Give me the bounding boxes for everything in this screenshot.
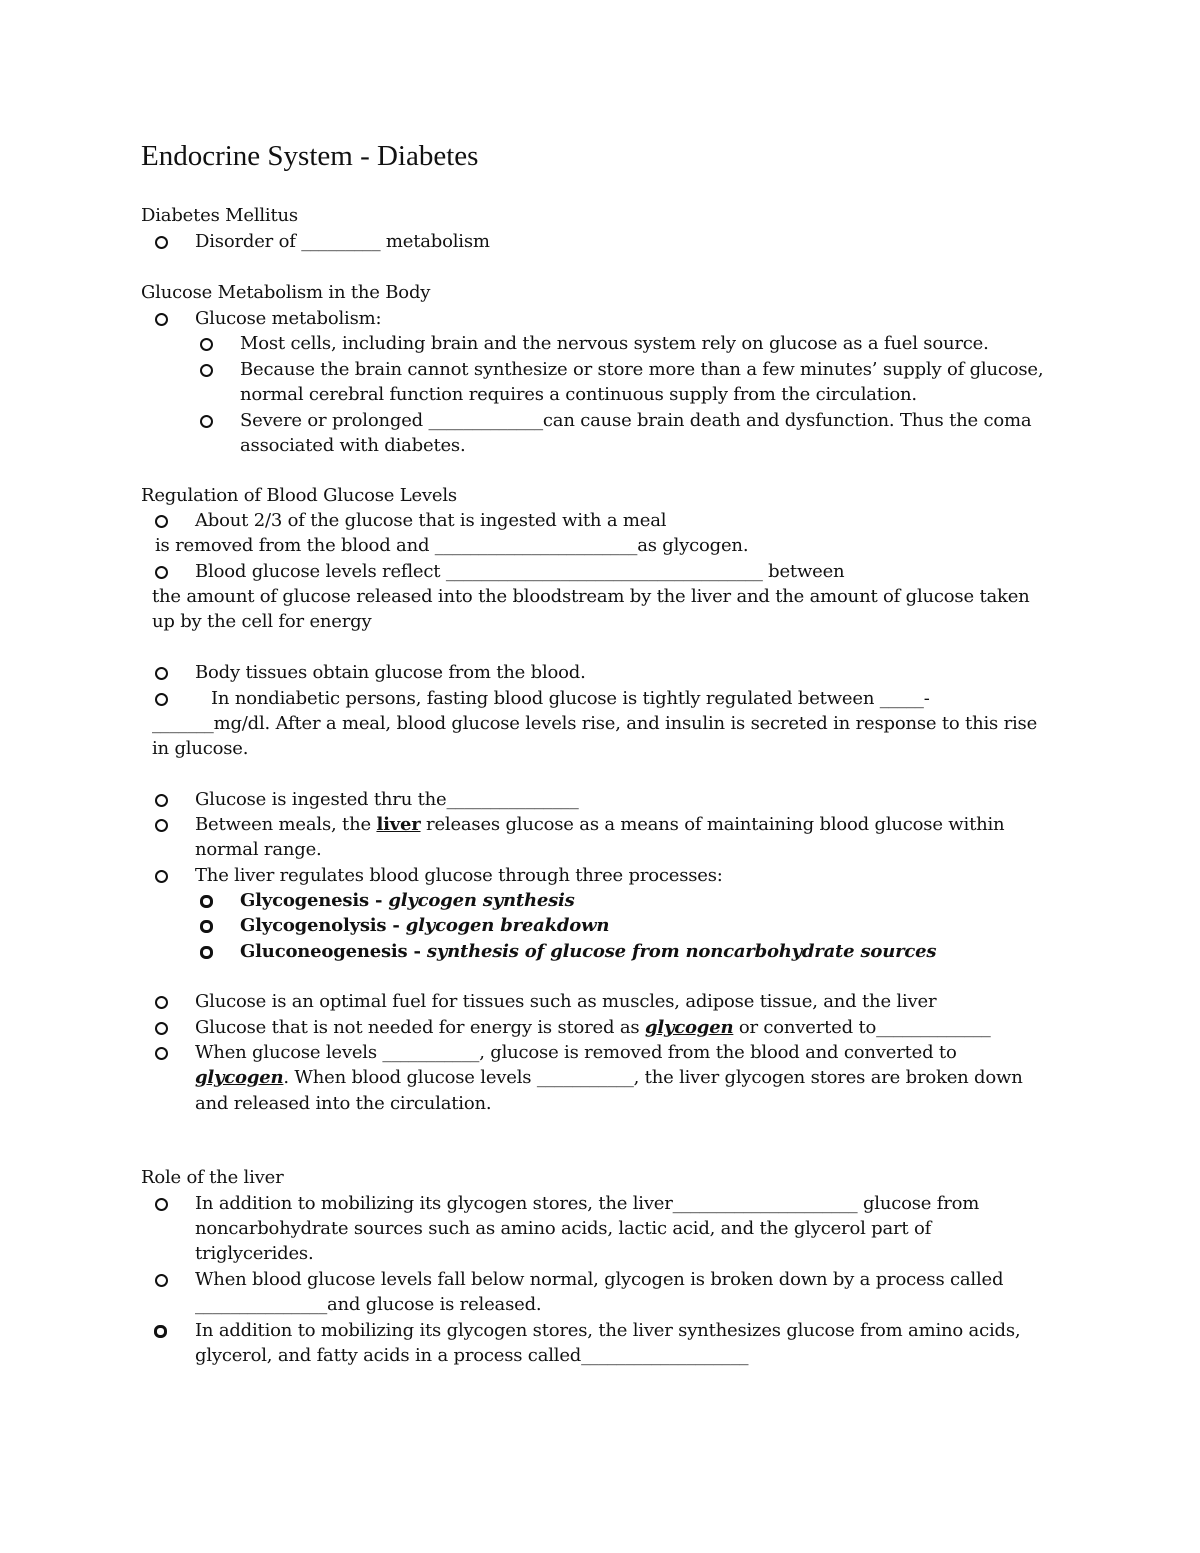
section-heading-glucose-metabolism: Glucose Metabolism in the Body <box>141 282 431 303</box>
bullet-text: About 2/3 of the glucose that is ingested with a meal <box>195 510 667 531</box>
circle-bullet-icon <box>200 946 213 959</box>
bullet-text: In addition to mobilizing its glycogen stores, the liver synthesizes glucose from amino acids, <box>195 1320 1021 1341</box>
bullet-text-part: releases glucose as a means of maintaining blood glucose within <box>420 814 1005 835</box>
bullet-text-part: Glucose that is not needed for energy is stored as <box>195 1017 645 1038</box>
emphasis-glycogen: glycogen <box>644 1017 734 1038</box>
bullet-text: Disorder of _________ metabolism <box>195 231 490 252</box>
bullet-text: When glucose levels ___________, glucose is removed from the blood and converted to <box>195 1042 957 1063</box>
bullet-text-part: or converted to_____________ <box>733 1017 991 1038</box>
bullet-text: Glucose is ingested thru the_______________ <box>195 789 579 810</box>
circle-bullet-icon <box>155 794 168 807</box>
bullet-text <box>195 1018 991 1038</box>
page-title: Endocrine System - Diabetes <box>141 140 479 172</box>
bullet-text-part: Between meals, the <box>195 814 377 835</box>
section-heading-role-of-liver: Role of the liver <box>141 1167 284 1188</box>
circle-bullet-icon <box>155 313 168 326</box>
bullet-text: Glucose metabolism: <box>195 308 382 329</box>
process-term: Glycogenesis - <box>240 890 389 911</box>
process-term: Gluconeogenesis - <box>240 941 427 962</box>
circle-bullet-icon <box>154 1325 167 1338</box>
process-item <box>240 942 936 962</box>
bullet-text: in glucose. <box>152 738 249 759</box>
bullet-text: is removed from the blood and _______________________as glycogen. <box>155 535 749 556</box>
circle-bullet-icon <box>200 364 213 377</box>
sub-bullet-text: Severe or prolonged _____________can cause brain death and dysfunction. Thus the coma <box>240 410 1032 431</box>
circle-bullet-icon <box>155 819 168 832</box>
circle-bullet-icon <box>155 693 168 706</box>
section-heading-regulation: Regulation of Blood Glucose Levels <box>141 485 457 506</box>
bullet-text: normal range. <box>195 839 322 860</box>
circle-bullet-icon <box>155 1274 168 1287</box>
bullet-text-part: . When blood glucose levels ___________, the liver glycogen stores are broken down <box>283 1067 1023 1088</box>
bullet-text: the amount of glucose released into the bloodstream by the liver and the amount of glucose taken <box>152 586 1030 607</box>
bullet-text: and released into the circulation. <box>195 1093 492 1114</box>
circle-bullet-icon <box>155 1198 168 1211</box>
circle-bullet-icon <box>155 667 168 680</box>
circle-bullet-icon <box>200 920 213 933</box>
bullet-text: When blood glucose levels fall below normal, glycogen is broken down by a process called <box>195 1269 1004 1290</box>
bullet-text: up by the cell for energy <box>152 611 372 632</box>
circle-bullet-icon <box>155 515 168 528</box>
sub-bullet-text: associated with diabetes. <box>240 435 466 456</box>
section-heading-diabetes-mellitus: Diabetes Mellitus <box>141 205 298 226</box>
bullet-text <box>195 1068 1023 1088</box>
circle-bullet-icon <box>200 895 213 908</box>
bullet-text <box>195 815 1004 835</box>
process-item <box>240 916 609 936</box>
circle-bullet-icon <box>155 1022 168 1035</box>
circle-bullet-icon <box>200 338 213 351</box>
bullet-text: noncarbohydrate sources such as amino acids, lactic acid, and the glycerol part of <box>195 1218 932 1239</box>
bullet-text: _______________and glucose is released. <box>195 1294 542 1315</box>
sub-bullet-text: Because the brain cannot synthesize or store more than a few minutes’ supply of glucose, <box>240 359 1044 380</box>
sub-bullet-text: Most cells, including brain and the nervous system rely on glucose as a fuel source. <box>240 333 989 354</box>
bullet-text: In addition to mobilizing its glycogen stores, the liver_____________________ glucose from <box>195 1193 980 1214</box>
circle-bullet-icon <box>200 415 213 428</box>
bullet-text: Glucose is an optimal fuel for tissues such as muscles, adipose tissue, and the liver <box>195 991 937 1012</box>
bullet-text: In nondiabetic persons, fasting blood glucose is tightly regulated between _____- <box>211 688 930 709</box>
circle-bullet-icon <box>155 870 168 883</box>
circle-bullet-icon <box>155 566 168 579</box>
process-item <box>240 891 575 911</box>
emphasis-liver: liver <box>376 814 421 835</box>
bullet-text: glycerol, and fatty acids in a process called___________________ <box>195 1345 749 1366</box>
bullet-text: The liver regulates blood glucose through three processes: <box>195 865 723 886</box>
circle-bullet-icon <box>155 236 168 249</box>
process-definition: glycogen synthesis <box>388 890 575 911</box>
bullet-text: _______mg/dl. After a meal, blood glucose levels rise, and insulin is secreted in response to this rise <box>152 713 1038 734</box>
bullet-text: triglycerides. <box>195 1243 314 1264</box>
bullet-text: Blood glucose levels reflect ____________________________________ between <box>195 561 845 582</box>
process-definition: glycogen breakdown <box>405 915 610 936</box>
circle-bullet-icon <box>155 996 168 1009</box>
process-term: Glycogenolysis - <box>240 915 406 936</box>
sub-bullet-text: normal cerebral function requires a continuous supply from the circulation. <box>240 384 917 405</box>
bullet-text: Body tissues obtain glucose from the blood. <box>195 662 586 683</box>
process-definition: synthesis of glucose from noncarbohydrate sources <box>426 941 937 962</box>
circle-bullet-icon <box>155 1047 168 1060</box>
emphasis-glycogen: glycogen <box>195 1067 284 1088</box>
